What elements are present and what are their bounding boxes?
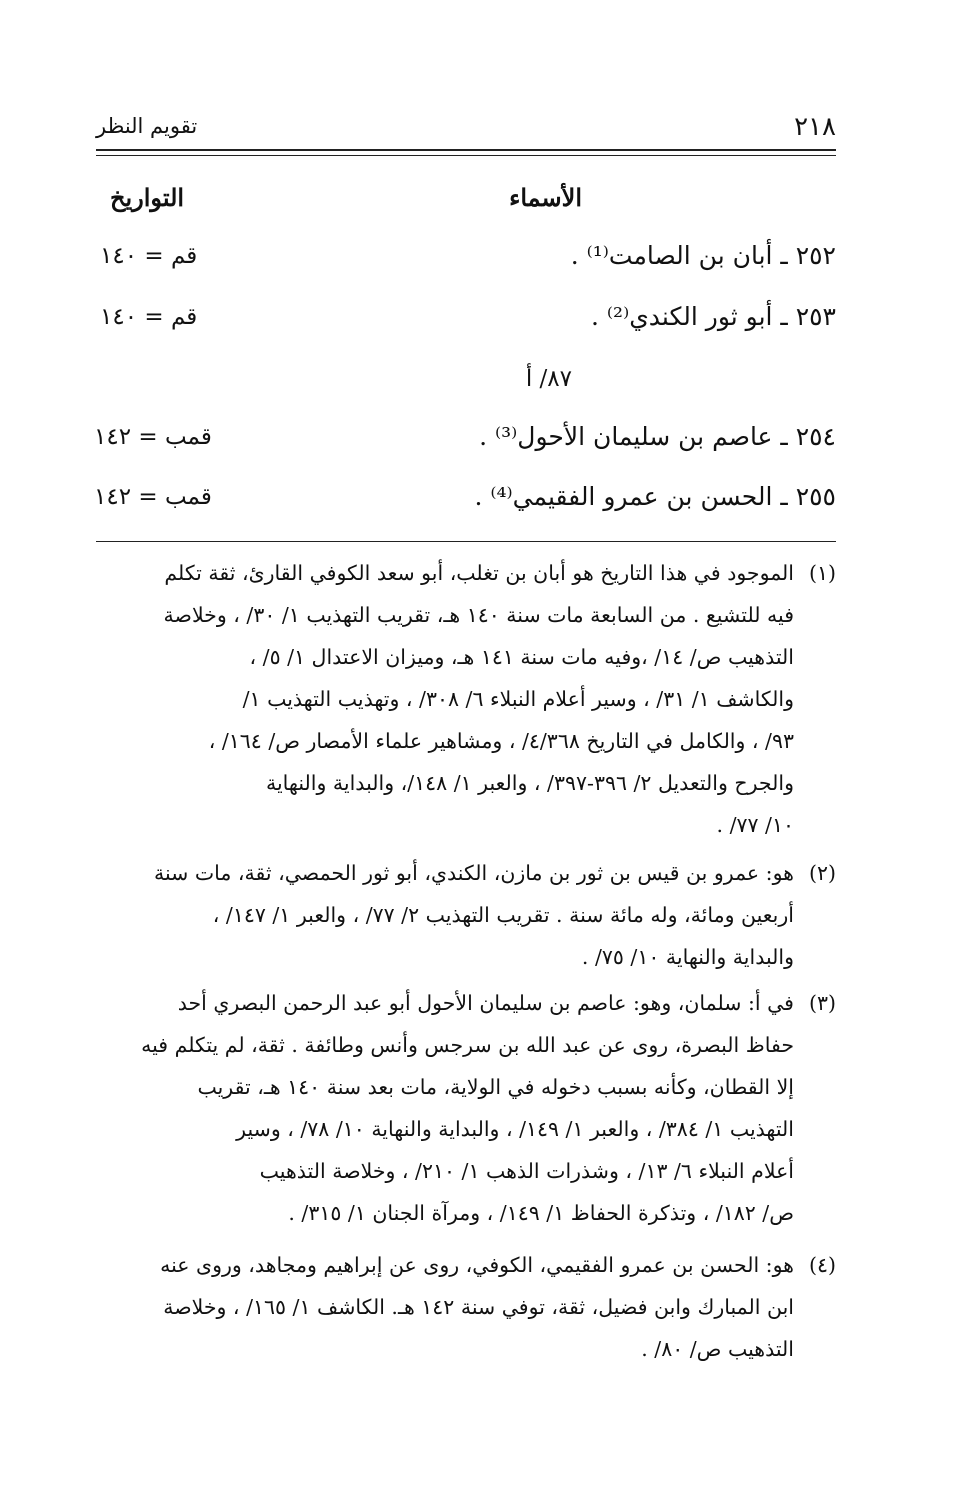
footnote-line: التهذيب ١/ ٣٨٤/ ، والعبر ١/ ١٤٩/ ، والبداية والنهاية ١٠/ ٧٨/ ، وسير xyxy=(236,1117,794,1141)
footnote-body xyxy=(96,852,794,978)
footnote-4 xyxy=(96,1244,836,1370)
entry-253 xyxy=(100,302,836,346)
footnote-line: الموجود في هذا التاريخ هو أبان بن تغلب، أبو سعد الكوفي القارئ، ثقة تكلم xyxy=(164,561,794,585)
footnote-number: (١) xyxy=(808,561,836,585)
footnote-line: والجرح والتعديل ٢/ ٣٩٦-٣٩٧/ ، والعبر ١/ ١٤٨/، والبداية والنهاية xyxy=(265,771,794,795)
footnote-body xyxy=(96,982,794,1234)
footnote-line: أعلام النبلاء ٦/ ١٣/ ، وشذرات الذهب ١/ ٢١٠/ ، وخلاصة التذهيب xyxy=(259,1159,794,1183)
footnote-line: هو: الحسن بن عمرو الفقيمي، الكوفي، روى عن إبراهيم ومجاهد، وروى عنه xyxy=(160,1253,794,1277)
footnote-number: (٣) xyxy=(808,991,836,1015)
footnote-line: أربعين ومائة، وله مائة سنة . تقريب التهذيب ٢/ ٧٧/ ، والعبر ١/ ١٤٧/ ، xyxy=(212,903,794,927)
footnote-2 xyxy=(96,852,836,978)
page-header xyxy=(96,112,836,146)
footnote-line: ص/ ١٨٢/ ، وتذكرة الحفاظ ١/ ١٤٩/ ، ومرآة الجنان ١/ ٣١٥/ . xyxy=(288,1201,794,1225)
names-column-heading: الأسماء xyxy=(509,183,582,212)
entry-252 xyxy=(100,241,836,285)
footnote-number: (٤) xyxy=(808,1253,836,1277)
entry-date: قم = ١٤٠ xyxy=(100,243,198,269)
header-rule-thick xyxy=(96,149,836,151)
dates-column-heading: التواريخ xyxy=(110,183,185,212)
footnote-body xyxy=(96,1244,794,1370)
footnote-body xyxy=(96,552,794,846)
entry-name: ٢٥٢ ـ أبان بن الصامت⁽¹⁾ . xyxy=(570,241,836,270)
footnote-separator xyxy=(96,541,836,542)
running-title: تقويم النظر xyxy=(96,114,198,138)
footnote-line: إلا القطان، وكأنه بسبب دخوله في الولاية، مات بعد سنة ١٤٠ هـ، تقريب xyxy=(197,1075,794,1099)
footnote-line: ابن المبارك وابن فضيل، ثقة، توفي سنة ١٤٢ هـ. الكاشف ١/ ١٦٥/ ، وخلاصة xyxy=(163,1295,794,1319)
footnote-1 xyxy=(96,552,836,846)
footnote-line: حفاظ البصرة، روى عن عبد الله بن سرجس وأنس وطائفة . ثقة، لم يتكلم فيه xyxy=(141,1033,794,1057)
entry-date: قمب = ١٤٢ xyxy=(94,424,212,450)
footnote-line: في أ: سلمان، وهو: عاصم بن سليمان الأحول أبو عبد الرحمن البصري أحد xyxy=(177,991,794,1015)
footnote-line: والكاشف ١/ ٣١/ ، وسير أعلام النبلاء ٦/ ٣٠٨/ ، وتهذيب التهذيب ١/ xyxy=(242,687,794,711)
footnote-3 xyxy=(96,982,836,1234)
entry-name: ٢٥٤ ـ عاصم بن سليمان الأحول⁽³⁾ . xyxy=(479,422,836,451)
footnote-line: فيه للتشيع . من السابعة مات سنة ١٤٠ هـ، تقريب التهذيب ١/ ٣٠/ ، وخلاصة xyxy=(163,603,794,627)
entry-name: ٢٥٥ ـ الحسن بن عمرو الفقيمي⁽⁴⁾ . xyxy=(474,482,836,511)
entry-255 xyxy=(94,482,836,526)
entry-254 xyxy=(94,422,836,466)
footnote-line: هو: عمرو بن قيس بن ثور بن مازن، الكندي، أبو ثور الحمصي، ثقة، مات سنة xyxy=(153,861,794,885)
footnote-line: والبداية والنهاية ١٠/ ٧٥/ . xyxy=(581,945,794,969)
entry-name: ٢٥٣ ـ أبو ثور الكندي⁽²⁾ . xyxy=(591,302,836,331)
footnote-line: ٩٣/ ، والكامل في التاريخ ٤/٣٦٨/ ، ومشاهير علماء الأمصار ص/ ١٦٤/ ، xyxy=(208,729,794,753)
footnote-line: ١٠/ ٧٧/ . xyxy=(716,813,794,837)
footnote-number: (٢) xyxy=(808,861,836,885)
folio-marker: ٨٧/ أ xyxy=(525,366,572,392)
header-rule-thin xyxy=(96,155,836,156)
footnote-line: التذهيب ص/ ٨٠/ . xyxy=(641,1337,794,1361)
page-number: ٢١٨ xyxy=(794,112,836,142)
entry-date: قم = ١٤٠ xyxy=(100,304,198,330)
entry-date: قمب = ١٤٢ xyxy=(94,484,212,510)
footnote-line: التذهيب ص/ ١٤/ ،وفيه مات سنة ١٤١ هـ، وميزان الاعتدال ١/ ٥/ ، xyxy=(249,645,794,669)
